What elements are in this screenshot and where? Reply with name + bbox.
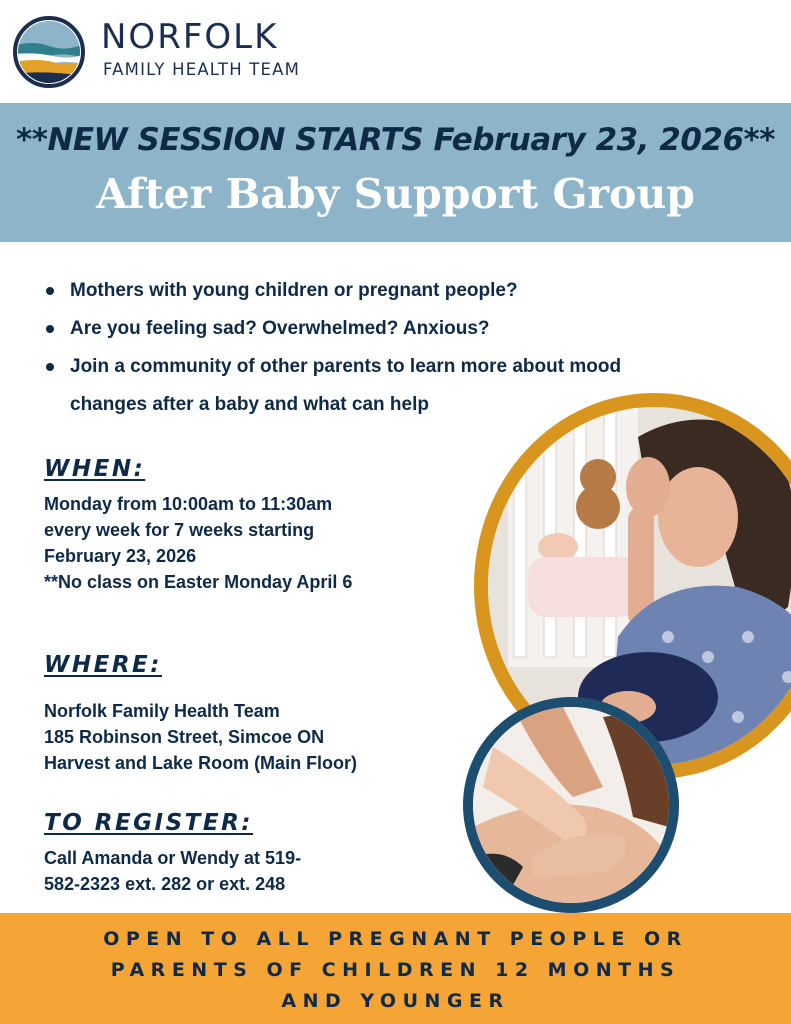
when-line: February 23, 2026 bbox=[44, 546, 197, 566]
joined-hands-photo bbox=[463, 697, 679, 913]
when-line: **No class on Easter Monday April 6 bbox=[44, 572, 353, 592]
where-line: Harvest and Lake Room (Main Floor) bbox=[44, 753, 358, 773]
when-heading: WHEN: bbox=[44, 456, 146, 482]
where-line: 185 Robinson Street, Simcoe ON bbox=[44, 727, 325, 747]
page-title: After Baby Support Group bbox=[96, 170, 695, 218]
org-name: NORFOLK bbox=[101, 17, 279, 57]
register-line: Call Amanda or Wendy at 519- bbox=[44, 848, 302, 868]
register-details bbox=[44, 845, 444, 897]
when-details bbox=[44, 491, 444, 595]
when-line: every week for 7 weeks starting bbox=[44, 520, 315, 540]
org-subtitle: FAMILY HEALTH TEAM bbox=[103, 60, 301, 79]
register-heading: TO REGISTER: bbox=[44, 810, 253, 836]
footer-line: AND YOUNGER bbox=[281, 990, 510, 1012]
bullet-item: Mothers with young children or pregnant people? bbox=[44, 272, 694, 310]
intro-bullet-list bbox=[44, 272, 694, 424]
norfolk-wave-logo-icon bbox=[13, 16, 85, 88]
where-line: Norfolk Family Health Team bbox=[44, 701, 280, 721]
bullet-item: Are you feeling sad? Overwhelmed? Anxious? bbox=[44, 310, 694, 348]
where-heading: WHERE: bbox=[44, 652, 162, 678]
footer-eligibility-text bbox=[0, 924, 791, 1017]
bullet-item: Join a community of other parents to learn more about mood changes after a baby and what can help bbox=[44, 348, 694, 424]
footer-line: OPEN TO ALL PREGNANT PEOPLE OR bbox=[103, 928, 688, 950]
session-start-heading: **NEW SESSION STARTS February 23, 2026** bbox=[16, 122, 775, 158]
register-line: 582-2323 ext. 282 or ext. 248 bbox=[44, 874, 286, 894]
where-details bbox=[44, 698, 444, 776]
footer-line: PARENTS OF CHILDREN 12 MONTHS bbox=[110, 959, 681, 981]
when-line: Monday from 10:00am to 11:30am bbox=[44, 494, 333, 514]
